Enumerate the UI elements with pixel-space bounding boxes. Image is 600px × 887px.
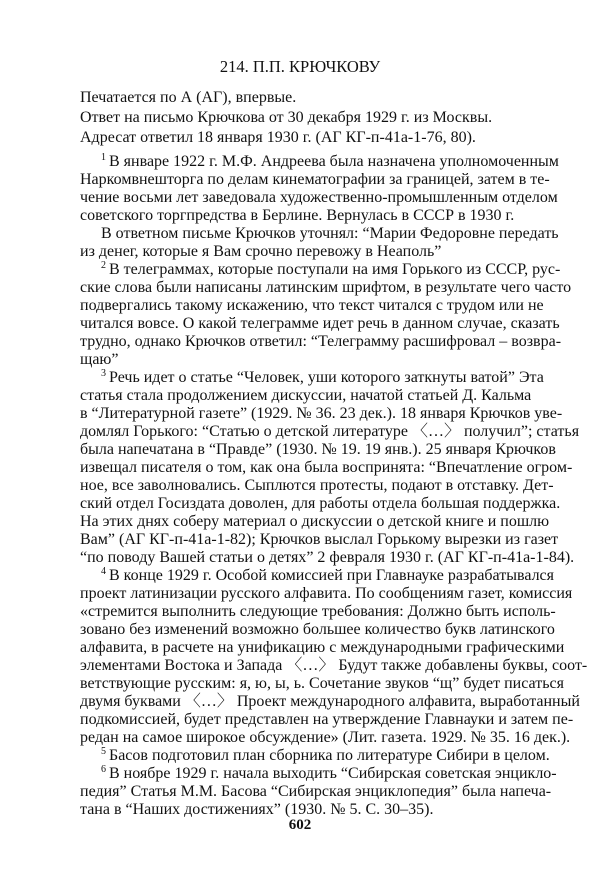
footnote-line [80, 675, 564, 693]
footnote-text: домлял Горького: “Статью о детской литературе 〈…〉 получил”; статья [80, 423, 580, 440]
footnote-line [80, 566, 555, 585]
footnote [80, 225, 559, 261]
footnote-text: двумя буквами 〈…〉 Проект международного алфавита, выработанный [80, 693, 580, 710]
footnote-line [80, 459, 573, 477]
footnote-line [80, 639, 565, 657]
footnote-number: 1 [101, 152, 106, 163]
footnote-line [80, 513, 550, 531]
footnote [80, 260, 572, 369]
footnote-line [80, 693, 580, 711]
footnote-text: ский отдел Госиздата доволен, для работы отдела большая поддержка. [80, 495, 561, 512]
footnote-line [80, 279, 572, 297]
footnote-number: 3 [101, 368, 106, 379]
footnote-line [80, 171, 550, 189]
footnote [80, 746, 550, 765]
footnote-line [80, 351, 531, 369]
footnote-line [80, 711, 574, 729]
footnote-text: Вам” (АГ КГ-п-41а-1-82); Крючков выслал Горькому вырезки из газет [80, 531, 559, 548]
footnote [80, 368, 580, 567]
page-number: 602 [288, 817, 312, 833]
footnote-text: На этих днях соберу материал о дискуссии о детской книге и пошлю [80, 513, 550, 530]
footnote-line [80, 764, 557, 783]
footnote-line [80, 405, 563, 423]
footnote-text: Наркомвнешторга по делам кинематографии за границей, затем в те- [80, 171, 550, 188]
footnote-text: тана в “Наших достижениях” (1930. № 5. С. 30–35). [80, 801, 434, 818]
footnote-line [80, 495, 561, 513]
footnote-line [80, 152, 559, 171]
footnote-text: педия” Статья М.М. Басова “Сибирская энциклопедия” была напеча- [80, 783, 552, 800]
footnote-line [80, 225, 559, 243]
footnote-text: редан на самое широкое обсуждение» (Лит. газета. 1929. № 35. 16 дек.). [80, 729, 571, 746]
footnote-line [80, 387, 531, 405]
footnote-text: статья стала продолжением дискуссии, начатой статьей Д. Кальма [80, 387, 532, 404]
footnote-line [80, 603, 556, 621]
publication-note [80, 88, 540, 148]
footnote-text: была напечатана в “Правде” (1930. № 19. 19 янв.). 25 января Крючков [80, 441, 556, 458]
footnote-line [80, 207, 531, 225]
footnote-text: ские слова были написаны латинским шрифтом, в результате чего часто [80, 279, 572, 296]
footnote-text: из денег, которые я Вам срочно перевожу в Неаполь” [80, 243, 442, 260]
footnote-line [80, 746, 550, 765]
footnote-text: ветствующие русским: я, ю, ы, ь. Сочетание звуков “щ” будет писаться [80, 675, 564, 692]
footnote-number: 4 [101, 566, 106, 577]
footnotes [80, 152, 588, 819]
footnote-line [80, 333, 562, 351]
footnote-number: 2 [101, 260, 106, 271]
footnote-line [80, 423, 580, 441]
footnote-text: зовано без изменений возможно большее количество букв латинского [80, 621, 555, 638]
footnote-text: В ноябре 1929 г. начала выходить “Сибирская советская энцикло- [109, 765, 557, 782]
footnote-text: извещал писателя о том, как она была воспринята: “Впечатление огром- [80, 459, 573, 476]
footnote-text: В январе 1922 г. М.Ф. Андреева была назначена уполномоченным [109, 153, 559, 170]
footnote-line [80, 783, 552, 801]
footnote-line [80, 585, 573, 603]
footnote-text: “по поводу Вашей статьи о детях” 2 февраля 1930 г. (АГ КГ-п-41а-1-84). [80, 549, 575, 566]
header-line: Ответ на письмо Крючкова от 30 декабря 1929 г. из Москвы. [80, 109, 493, 126]
footnote-line [80, 297, 544, 315]
footnote-number: 6 [101, 764, 106, 775]
footnote-text: В ответном письме Крючков уточнял: “Марии Федоровне передать [101, 225, 559, 242]
footnote-text: в “Литературной газете” (1929. № 36. 23 дек.). 18 января Крючков уве- [80, 405, 563, 422]
footnote-line [80, 243, 531, 261]
footnote-text: элементами Востока и Запада 〈…〉 Будут также добавлены буквы, соот- [80, 657, 588, 674]
footnote-text: Речь идет о статье “Человек, уши которого заткнуты ватой” Эта [109, 369, 544, 386]
footnote-line [80, 621, 555, 639]
footnote [80, 566, 588, 747]
footnote-text: проект латинизации русского алфавита. По сообщениям газет, комиссия [80, 585, 573, 602]
footnote-line [80, 657, 588, 675]
footnote-line [80, 477, 554, 495]
footnote-text: подвергались такому искажению, что текст читался с трудом или не [80, 297, 544, 314]
footnote-text: ное, все заволновались. Сыплются протесты, подают в отставку. Дет- [80, 477, 554, 494]
footnote-text: Басов подготовил план сборника по литературе Сибири в целом. [109, 747, 550, 764]
footnote-text: щаю” [80, 351, 119, 368]
footnote-line [80, 729, 571, 747]
footnote-text: чение восьми лет заведовала художественно-промышленным отделом [80, 189, 558, 206]
footnote-text: В телеграммах, которые поступали на имя Горького из СССР, рус- [109, 261, 561, 278]
footnote-number: 5 [101, 746, 106, 757]
footnote-text: трудно, однако Крючков ответил: “Телеграмму расшифровал – возвра- [80, 333, 562, 350]
letter-title: 214. П.П. КРЮЧКОВУ [219, 57, 381, 76]
footnote-text: В конце 1929 г. Особой комиссией при Главнауке разрабатывался [109, 567, 555, 584]
footnote-text: алфавита, в расчете на унификацию с международными графическими [80, 639, 565, 656]
footnote-line [80, 531, 559, 549]
footnote-line [80, 260, 561, 279]
footnote-line [80, 368, 544, 387]
footnote-line [80, 315, 560, 333]
footnote [80, 764, 557, 819]
footnote-text: советского торгпредства в Берлине. Вернулась в СССР в 1930 г. [80, 207, 515, 224]
header-line: Адресат ответил 18 января 1930 г. (АГ КГ-п-41а-1-76, 80). [80, 129, 476, 146]
footnote [80, 152, 559, 225]
header-line: Печатается по А (АГ), впервые. [80, 89, 297, 106]
footnote-text: «стремится выполнить следующие требования: Должно быть исполь- [80, 603, 556, 620]
footnote-text: подкомиссией, будет представлен на утверждение Главнауки и затем пе- [80, 711, 574, 728]
footnote-line [80, 549, 575, 567]
footnote-text: читался вовсе. О какой телеграмме идет речь в данном случае, сказать [80, 315, 560, 332]
footnote-line [80, 441, 556, 459]
footnote-line [80, 189, 558, 207]
